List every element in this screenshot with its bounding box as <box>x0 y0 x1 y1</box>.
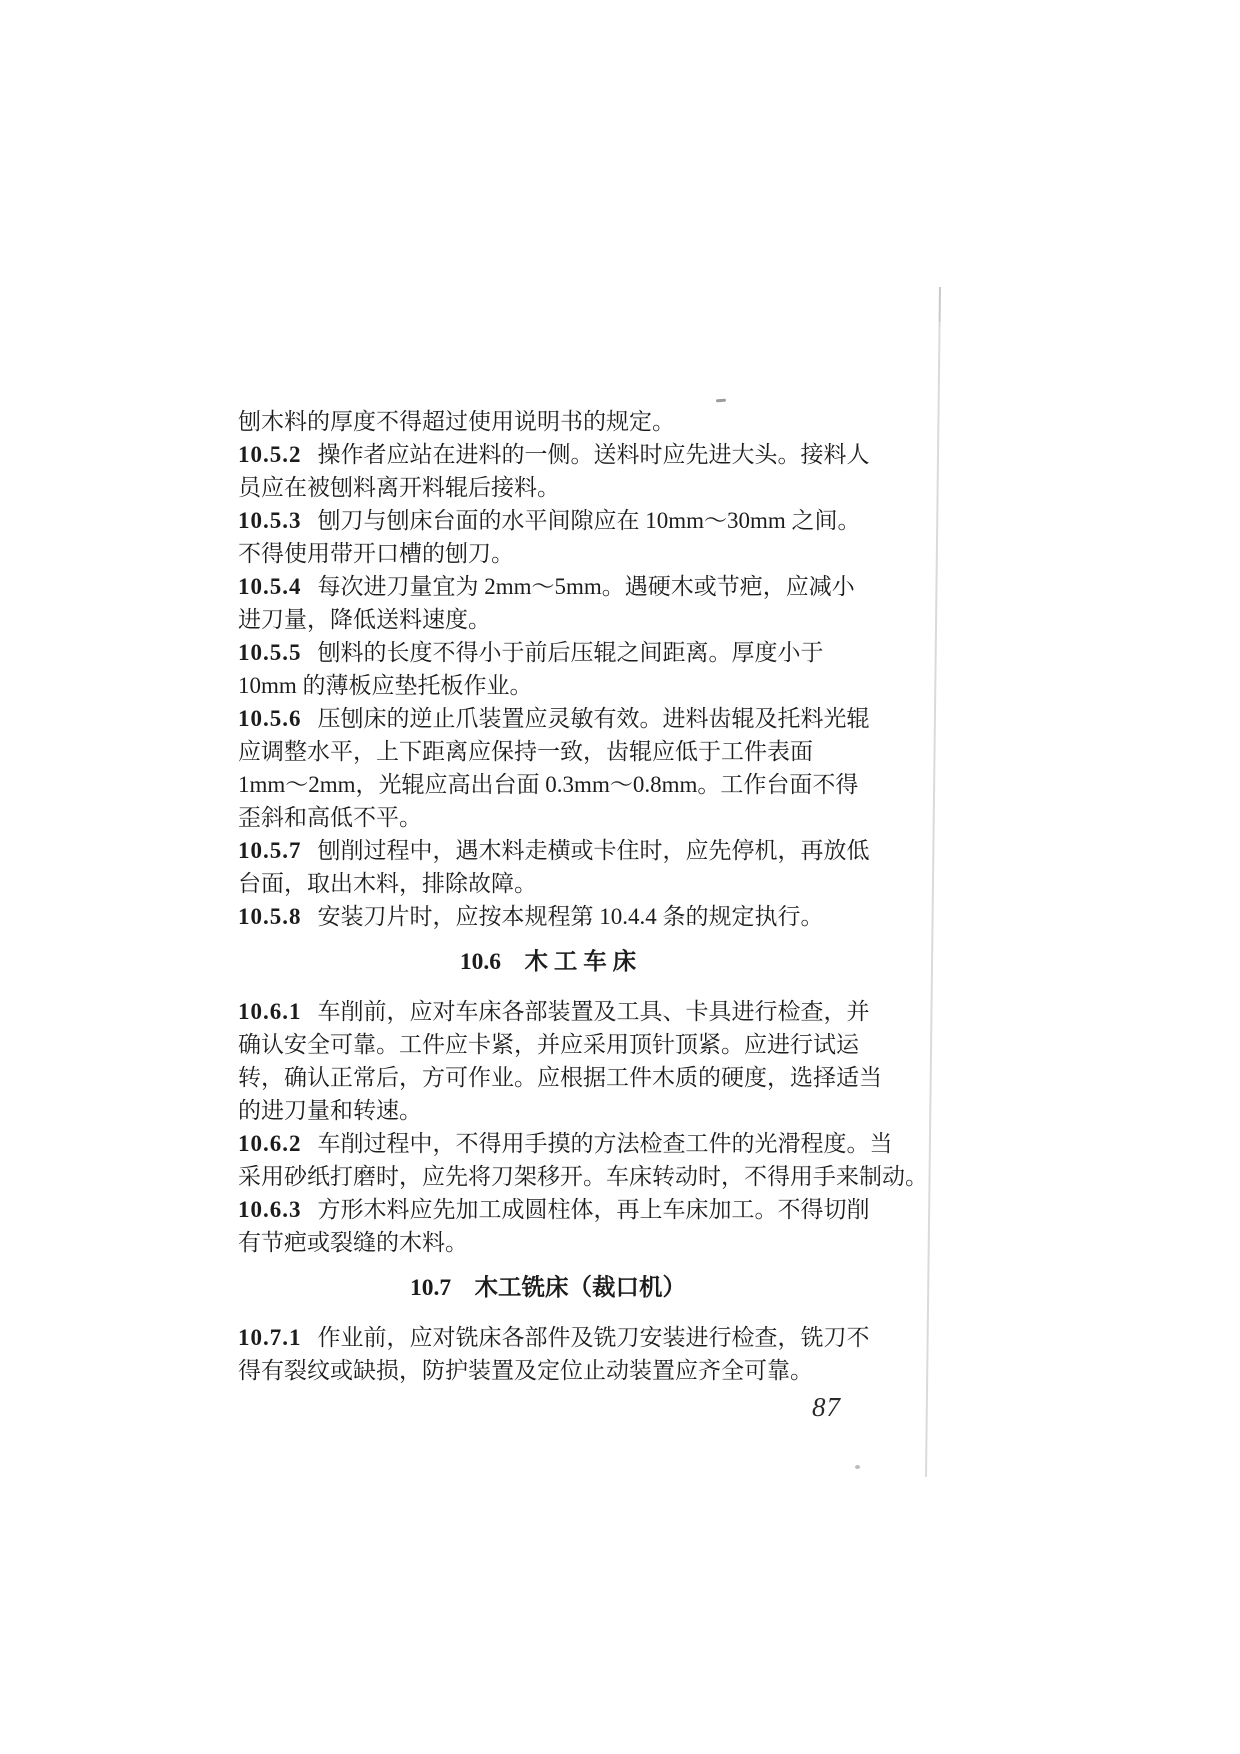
line-text: 方形木料应先加工成圆柱体，再上车床加工。不得切削 <box>317 1197 870 1222</box>
clause-paragraph <box>238 834 870 900</box>
body-text <box>238 405 928 1387</box>
line-text: 的进刀量和转速。 <box>238 1098 422 1123</box>
line-text: 歪斜和高低不平。 <box>238 805 422 830</box>
text-line <box>238 537 858 570</box>
text-line <box>238 438 870 471</box>
scan-artifact-line <box>925 287 941 1477</box>
text-line <box>238 702 870 735</box>
clause-paragraph <box>238 438 870 504</box>
clause-number: 10.5.4 <box>238 574 302 599</box>
text-line <box>238 735 858 768</box>
clause-paragraph <box>238 504 861 570</box>
text-line <box>238 867 858 900</box>
text-line <box>238 570 858 603</box>
line-text: 有节疤或裂缝的木料。 <box>238 1230 468 1255</box>
line-text: 台面，取出木料，排除故障。 <box>238 871 537 896</box>
line-text: 安装刀片时，应按本规程第 10.4.4 条的规定执行。 <box>317 904 824 929</box>
text-line <box>238 504 861 537</box>
text-line <box>238 1226 858 1259</box>
text-line <box>238 471 858 504</box>
clause-number: 10.7.1 <box>238 1325 302 1350</box>
text-line <box>238 1061 882 1094</box>
line-text: 得有裂纹或缺损，防护装置及定位止动装置应齐全可靠。 <box>238 1358 813 1383</box>
line-text: 确认安全可靠。工件应卡紧，并应采用顶针顶紧。应进行试运 <box>238 1032 859 1057</box>
line-text: 采用砂纸打磨时，应先将刀架移开。车床转动时，不得用手来制动。 <box>238 1164 928 1189</box>
line-text: 每次进刀量宜为 2mm～5mm。遇硬木或节疤，应减小 <box>317 574 855 599</box>
line-text: 刨料的长度不得小于前后压辊之间距离。厚度小于 <box>317 640 824 665</box>
text-line <box>238 900 858 933</box>
line-text: 10mm 的薄板应垫托板作业。 <box>238 673 533 698</box>
clause-number: 10.5.6 <box>238 706 302 731</box>
line-text: 不得使用带开口槽的刨刀。 <box>238 541 514 566</box>
clause-number: 10.6.3 <box>238 1197 302 1222</box>
text-line <box>238 768 858 801</box>
text-line <box>238 801 858 834</box>
clause-number: 10.6.1 <box>238 999 302 1024</box>
text-line <box>238 1160 928 1193</box>
clause-paragraph <box>238 570 858 636</box>
clause-paragraph <box>238 1127 928 1193</box>
clause-paragraph <box>238 702 870 834</box>
clause-number: 10.6.2 <box>238 1131 302 1156</box>
clause-number: 10.5.7 <box>238 838 302 863</box>
line-text: 车削过程中，不得用手摸的方法检查工件的光滑程度。当 <box>317 1131 893 1156</box>
clause-paragraph <box>238 900 858 933</box>
text-line <box>238 1354 858 1387</box>
clause-number: 10.5.2 <box>238 442 302 467</box>
clause-paragraph <box>238 1321 870 1387</box>
clause-number: 10.5.5 <box>238 640 302 665</box>
text-line <box>238 834 870 867</box>
line-text: 操作者应站在进料的一侧。送料时应先进大头。接料人 <box>317 442 870 467</box>
line-text: 刨削过程中，遇木料走横或卡住时，应先停机，再放低 <box>317 838 870 863</box>
line-text: 作业前，应对铣床各部件及铣刀安装进行检查，铣刀不 <box>317 1325 870 1350</box>
section-heading: 10.6 木 工 车 床 <box>459 949 637 975</box>
line-text: 车削前，应对车床各部装置及工具、卡具进行检查，并 <box>317 999 870 1024</box>
text-line <box>238 1094 858 1127</box>
scan-speck-dot <box>855 1465 860 1469</box>
clause-number: 10.5.3 <box>238 508 302 533</box>
text-line <box>238 1321 870 1354</box>
text-line <box>238 636 858 669</box>
clause-number: 10.5.8 <box>238 904 302 929</box>
line-text: 员应在被刨料离开料辊后接料。 <box>238 475 560 500</box>
clause-paragraph <box>238 405 858 438</box>
line-text: 应调整水平，上下距离应保持一致，齿辊应低于工件表面 <box>238 739 813 764</box>
text-line <box>238 1028 858 1061</box>
line-text: 进刀量，降低送料速度。 <box>238 607 491 632</box>
scan-speck-dash <box>716 399 726 403</box>
line-text: 刨木料的厚度不得超过使用说明书的规定。 <box>238 409 675 434</box>
line-text: 1mm～2mm，光辊应高出台面 0.3mm～0.8mm。工作台面不得 <box>238 772 859 797</box>
text-line <box>238 603 858 636</box>
text-line <box>238 1127 893 1160</box>
clause-paragraph <box>238 636 858 702</box>
page-number: 87 <box>812 1392 841 1422</box>
text-line <box>238 669 858 702</box>
text-line <box>238 405 858 438</box>
clause-paragraph <box>238 995 882 1127</box>
section-heading: 10.7 木工铣床（裁口机） <box>409 1275 687 1301</box>
text-line <box>238 995 870 1028</box>
line-text: 转，确认正常后，方可作业。应根据工件木质的硬度，选择适当 <box>238 1065 882 1090</box>
line-text: 压刨床的逆止爪装置应灵敏有效。进料齿辊及托料光辊 <box>317 706 870 731</box>
text-line <box>238 1193 870 1226</box>
line-text: 刨刀与刨床台面的水平间隙应在 10mm～30mm 之间。 <box>317 508 861 533</box>
clause-paragraph <box>238 1193 870 1259</box>
